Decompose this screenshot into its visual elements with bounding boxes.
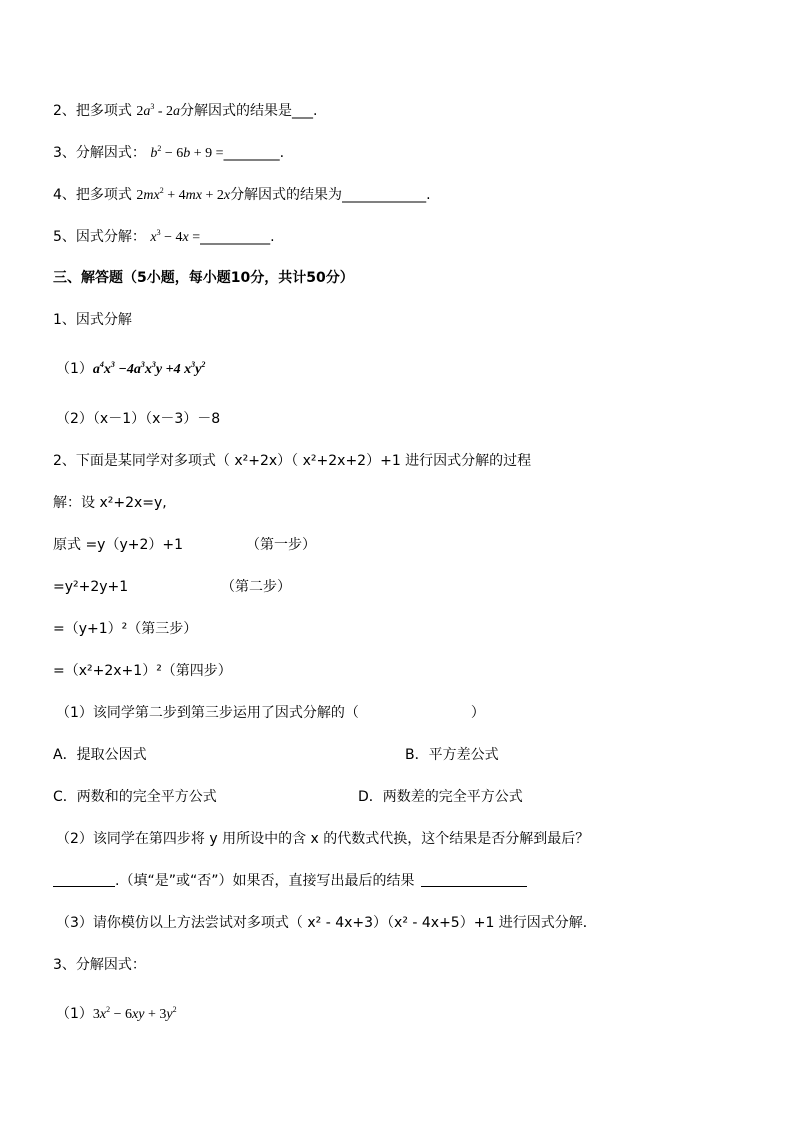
fill-question-2 [53, 101, 318, 122]
part-label: （1） [56, 1006, 93, 1022]
fill-question-3 [53, 143, 284, 164]
question-number: 5、 [53, 229, 76, 245]
answer-blank[interactable] [421, 872, 527, 887]
answer-blank[interactable] [53, 872, 115, 887]
option-d[interactable]: D．两数差的完全平方公式 [358, 789, 523, 805]
question-text: 分解因式的结果为 [230, 187, 343, 203]
problem-1-title: 1、因式分解 [53, 312, 132, 328]
solution-step-3: =（y+1）²（第三步） [53, 621, 198, 637]
math-expression: $b^2 - 6b + 9$ = [150, 144, 224, 161]
period: . [313, 103, 318, 119]
problem-2-intro: 2、下面是某同学对多项式（ x²+2x）（ x²+2x+2）+1 进行因式分解的过程 [53, 453, 532, 469]
question-text: .（填“是”或“否”）如果否，直接写出最后的结果 [115, 873, 415, 889]
question-text: 因式分解： [75, 229, 146, 245]
option-a[interactable]: A．提取公因式 [53, 747, 147, 763]
math-expression: $2mx^2 + 4mx + 2x$ [136, 186, 231, 203]
math-expression: $x^3 - 4x$ = [150, 228, 201, 245]
period: . [270, 229, 275, 245]
solution-step-4: =（x²+2x+1）²（第四步） [53, 663, 232, 679]
step-1-tag: （第一步） [246, 537, 316, 553]
solution-step-2: =y²+2y+1 [53, 579, 129, 595]
question-number: 3、 [53, 145, 76, 161]
solution-let: 解：设 x²+2x=y, [53, 495, 167, 511]
problem-2-question-2-answer [53, 871, 527, 891]
part-label: （1） [56, 361, 93, 377]
question-text: 把多项式 [75, 103, 132, 119]
math-expression: $a^4x^3 -4a^3x^3y +4$ $x^3y^2$ [92, 360, 206, 377]
problem-2-question-3: （3）请你模仿以上方法尝试对多项式（ x² - 4x+3）（x² - 4x+5）+1 进行因式分解． [56, 915, 597, 931]
answer-blank[interactable]: ___ [292, 103, 314, 119]
question-number: 2、 [53, 103, 76, 119]
math-expression: $3x^2 - 6xy + 3y^2$ [92, 1005, 177, 1022]
problem-1-part-1 [56, 359, 205, 380]
problem-2-question-2: （2）该同学在第四步将 y 用所设中的含 x 的代数式代换，这个结果是否分解到最后？ [56, 831, 590, 847]
answer-blank[interactable]: ____________ [342, 187, 427, 203]
option-b[interactable]: B．平方差公式 [405, 747, 499, 763]
answer-blank[interactable]: ________ [223, 145, 280, 161]
answer-blank[interactable]: __________ [200, 229, 271, 245]
question-number: 4、 [53, 187, 76, 203]
problem-1-part-2: （2）（x－1）（x－3）－8 [56, 411, 221, 427]
fill-question-4 [53, 185, 431, 206]
question-text: 把多项式 [75, 187, 132, 203]
section-heading: 三、解答题（5小题，每小题10分，共计50分） [53, 270, 354, 286]
math-expression: $2a^3 - 2a$ [136, 102, 181, 119]
period: . [279, 145, 285, 161]
option-c[interactable]: C．两数和的完全平方公式 [53, 789, 217, 805]
period: . [426, 187, 431, 203]
question-text: 分解因式： [75, 145, 146, 161]
question-text: 分解因式的结果是 [180, 103, 293, 119]
problem-2-question-1: （1）该同学第二步到第三步运用了因式分解的（ ） [56, 705, 485, 721]
step-2-tag: （第二步） [221, 579, 291, 595]
problem-3-title: 3、分解因式： [53, 957, 146, 973]
solution-step-1: 原式 =y（y+2）+1 [53, 537, 184, 553]
problem-3-part-1 [56, 1004, 177, 1025]
fill-question-5 [53, 227, 275, 248]
